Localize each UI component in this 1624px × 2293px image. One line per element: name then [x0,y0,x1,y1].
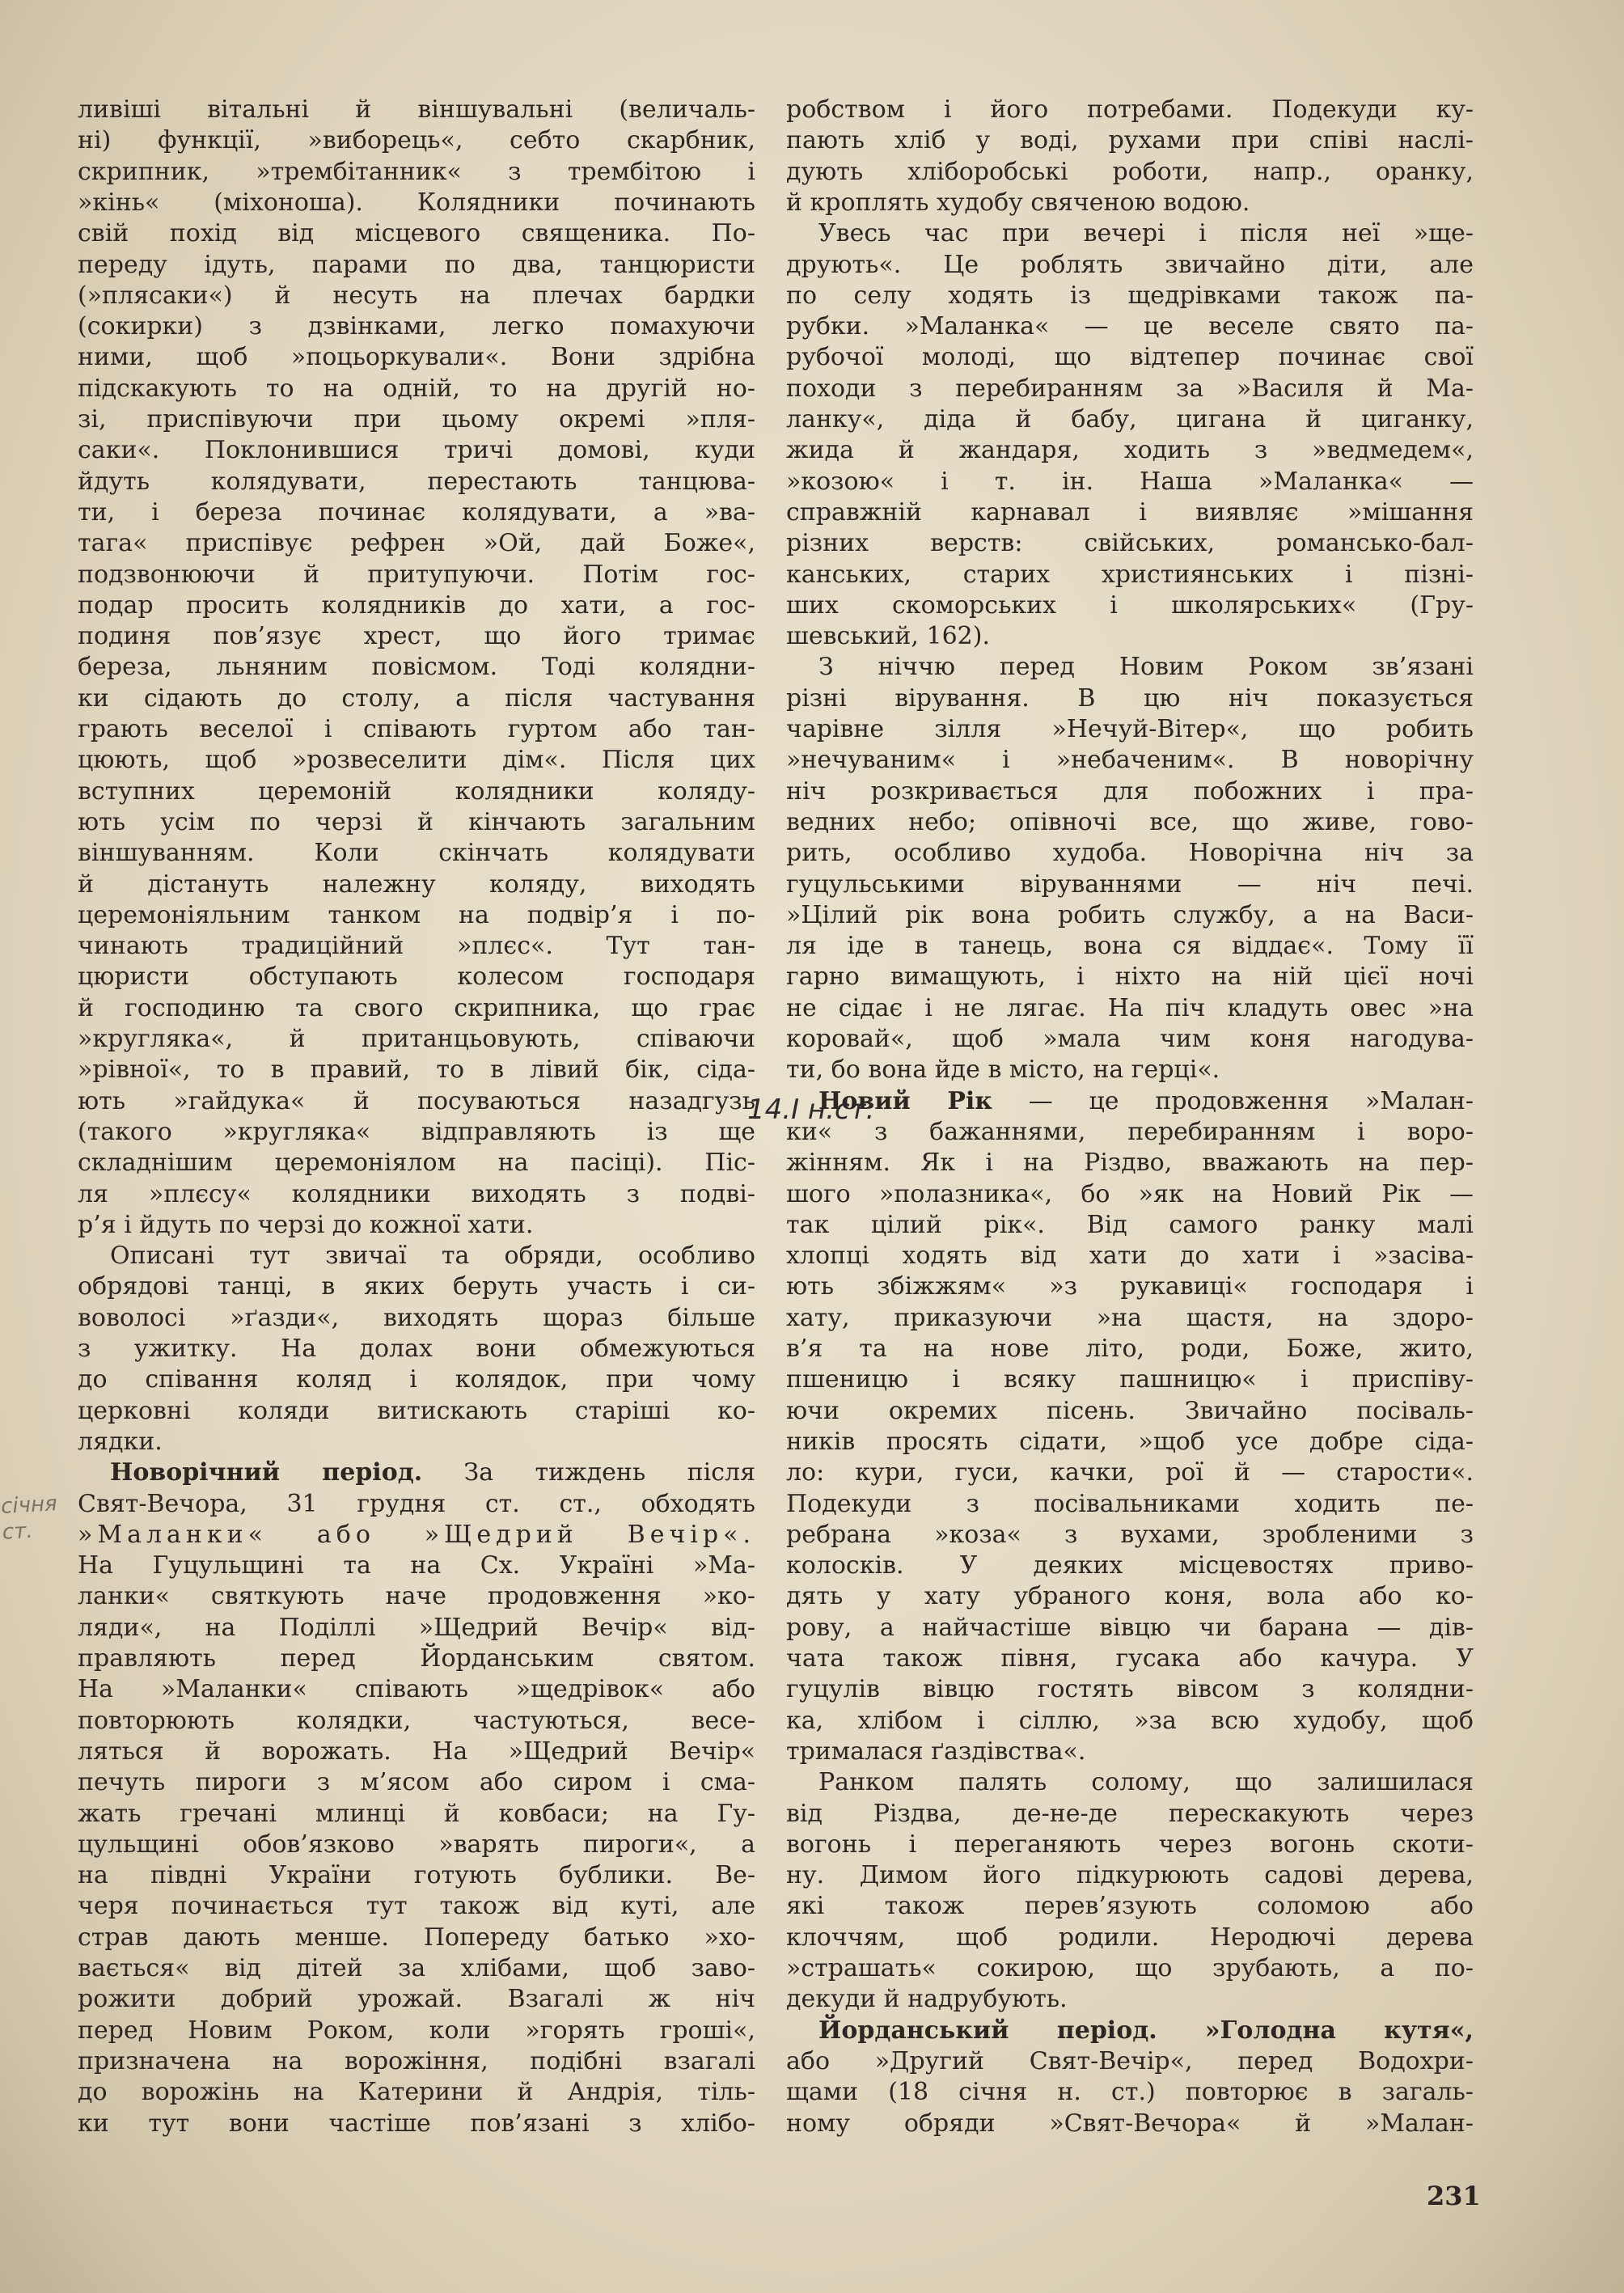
text-line: »страшать« сокирою, що зрубають, а по- [786,1954,1474,1982]
text-line: На »Маланки« співають »щедрівок« або [78,1675,755,1704]
text-line: Свят-Вечора, 31 грудня ст. ст., обходять [78,1489,755,1518]
text-line: чарівне зілля »Нечуй-Вітер«, що робить [786,715,1474,743]
text-line: з ужитку. На долах вони обмежуються [78,1335,755,1363]
text-line: цюристи обступають колесом господаря [78,962,755,992]
text-line: так цілий рік«. Від самого ранку малі [786,1210,1474,1239]
handwritten-note-line: січня [0,1491,58,1519]
text-line: Увесь час при вечері і після неї »ще- [818,219,1474,248]
text-line: тага« приспівує рефрен »Ой, дай Боже«, [78,529,755,558]
text-line: (»плясаки«) й несуть на плечах бардки [78,281,755,310]
text-line: які також перев’язують соломою або [786,1892,1474,1921]
text-line: ля »плєсу« колядники виходять з подві- [78,1179,755,1208]
text-line: ні) функції, »виборець«, себто скарбник, [78,126,755,155]
text-line: жінням. Як і на Різдво, вважають на пер- [786,1149,1474,1178]
text-line: цюють, щоб »розвеселити дім«. Після цих [78,746,755,775]
text-line: береза, льняним повісмом. Тоді колядни- [78,653,755,682]
text-line: повторюють колядки, частуються, весе- [78,1706,755,1735]
text-line: страв дають менше. Попереду батько »хо- [78,1923,755,1952]
text-line: хлопці ходять від хати до хати і »засіва- [786,1242,1474,1271]
text-line: чинають традиційний »плєс«. Тут тан- [78,932,755,961]
text-line: друють«. Це роблять звичайно діти, але [786,250,1474,279]
text-line: »Маланки« або »Щедрий Вечір«. [78,1520,755,1549]
text-line: коровай«, щоб »мала чим коня нагодува- [786,1025,1474,1053]
text-line: цульщині обов’язково »варять пироги«, а [78,1830,755,1859]
text-line: й кроплять худобу свяченою водою. [786,188,1250,217]
text-line: правляють перед Йорданським святом. [78,1644,755,1673]
text-line: печуть пироги з м’ясом або сиром і сма- [78,1768,755,1797]
text-line: ну. Димом його підкурюють садові дерева, [786,1861,1474,1890]
text-line: подар просить колядників до хати, а гос- [78,590,755,620]
page-number: 231 [1427,2181,1481,2211]
text-line: чата також півня, гусака або качура. У [786,1644,1474,1673]
text-line: дять у хату убраного коня, вола або ко- [786,1582,1474,1611]
text-line: перед Новим Роком, коли »горять гроші«, [78,2016,755,2045]
text-line: З ніччю перед Новим Роком зв’язані [818,653,1474,682]
text-line: гарно вимащують, і ніхто на ній цієї ночі [786,962,1474,992]
section-heading: Новий Рік [818,1086,992,1115]
line-text: За тиждень після [422,1458,755,1487]
text-line: жать гречані млинці й ковбаси; на Гу- [78,1799,755,1828]
text-line: робством і його потребами. Подекуди ку- [786,95,1474,124]
text-line: ному обряди »Свят-Вечора« й »Малан- [786,2109,1474,2138]
text-line: походи з перебиранням за »Василя й Ма- [786,374,1474,403]
text-line: ють усім по черзі й кінчають загальним [78,807,755,836]
text-line: до співання коляд і колядок, при чому [78,1365,755,1394]
text-line: ючи окремих пісень. Звичайно посіваль- [786,1396,1474,1425]
text-line: ших скоморських і школярських« (Гру- [786,590,1474,620]
text-line: вогонь і переганяють через вогонь скоти- [786,1830,1474,1859]
text-line: рожити добрий урожай. Взагалі ж ніч [78,1985,755,2014]
text-line: ти, і береза починає колядувати, а »ва- [78,497,755,527]
text-line: На Гуцульщині та на Сх. Україні »Ма- [78,1551,755,1580]
text-line: воволосі »ґазди«, виходять щораз більше [78,1303,755,1332]
handwritten-margin-note-left [0,1491,59,1546]
text-line: від Різдва, де-не-де перескакують через [786,1799,1474,1828]
text-line: »козою« і т. ін. Наша »Маланка« — [786,467,1474,496]
text-line: призначена на ворожіння, подібні взагалі [78,2046,755,2075]
text-line: клоччям, щоб родили. Неродючі дерева [786,1923,1474,1952]
text-line: (такого »кругляка« відправляють із ще [78,1117,755,1146]
text-line: й дістануть належну коляду, виходять [78,869,755,899]
text-line: переду ідуть, парами по два, танцюристи [78,250,755,279]
text-line: вступних церемоній колядники коляду- [78,776,755,806]
text-line: віншуванням. Коли скінчать колядувати [78,839,755,868]
text-line: ти, бо вона йде в місто, на герці«. [786,1056,1220,1085]
text-line: зі, приспівуючи при цьому окремі »пля- [78,405,755,434]
text-line: ведних небо; опівночі все, що живе, гово- [786,807,1474,836]
text-line: шевський, 162). [786,622,990,651]
text-line: жида й жандаря, ходить з »ведмедем«, [786,436,1474,465]
text-line: щами (18 січня н. ст.) повторює в загаль- [786,2078,1474,2107]
text-line: ля іде в танець, вона ся віддає«. Тому її [786,932,1474,961]
text-line: по селу ходять із щедрівками також па- [786,281,1474,310]
text-line: й господиню та свого скрипника, що грає [78,993,755,1022]
text-line: подиня пов’язує хрест, що його тримає [78,622,755,651]
text-line: рову, а найчастіше вівцю чи барана — дів- [786,1613,1474,1642]
text-line: Описані тут звичаї та обряди, особливо [110,1242,755,1271]
text-line: хату, приказуючи »на щастя, на здоро- [786,1303,1474,1332]
text-line: рубочої молоді, що відтепер починає свої [786,343,1474,372]
text-line: пшеницю і всяку пашницю« і приспіву- [786,1365,1474,1394]
text-line: вається« від дітей за хлібами, щоб заво- [78,1954,755,1982]
text-line: ляться й ворожать. На »Щедрий Вечір« [78,1737,755,1766]
text-line [786,1086,1474,1117]
text-line: ливіші вітальні й віншувальні (величаль- [78,95,755,124]
text-line: ніч розкривається для побожних і пра- [786,776,1474,806]
text-line: на півдні України готують бублики. Ве- [78,1861,755,1890]
text-line: ють збіжжям« »з рукавиці« господаря і [786,1272,1474,1301]
text-line: церковні коляди витискають старіші ко- [78,1396,755,1425]
text-line: ють »гайдука« й посуваються назадгузь [78,1086,755,1115]
text-line: рить, особливо худоба. Новорічна ніч за [786,839,1474,868]
text-line: грають веселої і співають гуртом або тан- [78,715,755,743]
text-line: подзвонюючи й притупуючи. Потім гос- [78,560,755,589]
text-line: ло: кури, гуси, качки, рої й — старости«. [786,1458,1474,1487]
text-line: »Цілий рік вона робить службу, а на Васи- [786,900,1474,929]
text-line: ланку«, діда й бабу, цигана й циганку, [786,405,1474,434]
text-line: Ранком палять солому, що залишилася [818,1768,1474,1797]
text-line: пають хліб у воді, рухами при співі наслі- [786,126,1474,155]
handwritten-note-line: ст. [2,1518,34,1545]
text-line: р’я і йдуть по черзі до кожної хати. [78,1210,534,1239]
text-line: в’я та на нове літо, роди, Боже, жито, [786,1335,1474,1363]
text-line: ланки« святкують наче продовження »ко- [78,1582,755,1611]
text-line: декуди й надрубують. [786,1985,1068,2014]
line-text: — це продовження »Малан- [992,1086,1474,1115]
text-line: до ворожінь на Катерини й Андрія, тіль- [78,2078,755,2107]
text-line: саки«. Поклонившися тричі домові, куди [78,436,755,465]
text-line: скрипник, »трембітанник« з трембітою і [78,157,755,186]
text-line: різних верств: свійських, романсько-бал- [786,529,1474,558]
text-line: ка, хлібом і сіллю, »за всю худобу, щоб [786,1706,1474,1735]
text-line: »рівної«, то в правий, то в лівий бік, сіда- [78,1056,755,1085]
section-heading: Новорічний період. [110,1458,423,1487]
text-line: дують хліборобські роботи, напр., оранку, [786,157,1474,186]
text-line: ними, щоб »поцьоркували«. Вони здрібна [78,343,755,372]
text-line: ребрана »коза« з вухами, зробленими з [786,1520,1474,1549]
text-line: гуцулів вівцю гостять вівсом з колядни- [786,1675,1474,1704]
text-line: підскакують то на одній, то на другій но- [78,374,755,403]
text-line [786,2016,1474,2046]
text-line: або »Другий Свят-Вечір«, перед Водохри- [786,2046,1474,2075]
text-line: »нечуваним« і »небаченим«. В новорічну [786,746,1474,775]
text-line: канських, старих християнських і пізні- [786,560,1474,589]
text-line: ки« з бажаннями, перебиранням і воро- [786,1117,1474,1146]
text-line: гуцульськими віруваннями — ніч печі. [786,869,1474,899]
text-line: трималася ґаздівства«. [786,1737,1086,1766]
handwritten-margin-note-right: 14.I н.ст. [747,1094,875,1126]
text-line: (сокирки) з дзвінками, легко помахуючи [78,312,755,341]
text-line: ляди«, на Поділлі »Щедрий Вечір« від- [78,1613,755,1642]
text-line: не сідає і не лягає. На піч кладуть овес »на [786,993,1474,1022]
text-line [78,1457,755,1488]
text-line: колосків. У деяких місцевостях приво- [786,1551,1474,1580]
text-line: »кругляка«, й пританцьовують, співаючи [78,1025,755,1053]
section-heading: Йорданський період. »Голодна кутя«, [818,2016,1474,2045]
text-line: ників просять сідати, »щоб усе добре сіда- [786,1427,1474,1456]
text-line: обрядові танці, в яких беруть участь і си- [78,1272,755,1301]
text-line: »кінь« (міхоноша). Колядники починають [78,188,755,217]
text-line: йдуть колядувати, перестають танцюва- [78,467,755,496]
text-line: рубки. »Маланка« — це веселе свято па- [786,312,1474,341]
text-line: свій похід від місцевого священика. По- [78,219,755,248]
text-line: ки тут вони частіше пов’язані з хлібо- [78,2109,755,2138]
text-line: складнішим церемоніялом на пасіці). Піс- [78,1149,755,1178]
text-line: лядки. [78,1427,163,1456]
text-line: різні вірування. В цю ніч показується [786,683,1474,713]
text-line: Подекуди з посівальниками ходить пе- [786,1489,1474,1518]
text-line: шого »полазника«, бо »як на Новий Рік — [786,1179,1474,1208]
text-line: черя починається тут також від куті, але [78,1892,755,1921]
text-line: церемоніяльним танком на подвір’я і по- [78,900,755,929]
text-line: ки сідають до столу, а після частування [78,683,755,713]
text-line: справжній карнавал і виявляє »мішання [786,497,1474,527]
